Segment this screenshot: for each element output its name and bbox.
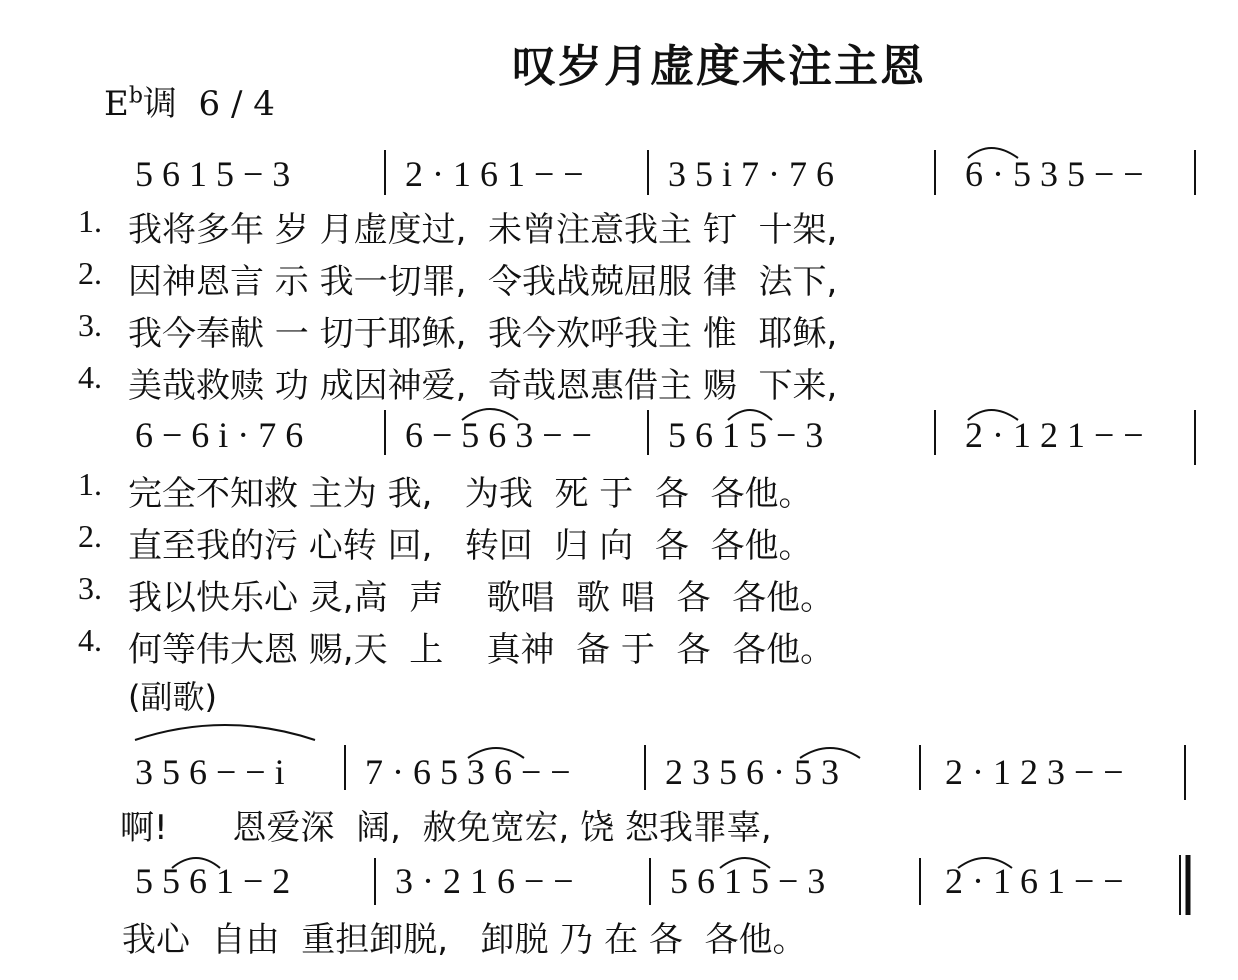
lyric-line: 何等伟大恩 赐,天 上 真神 备 于 各 各他。	[128, 630, 835, 670]
staff3-measure1: 3 5 6 − − i	[135, 752, 285, 792]
staff1-measure3: 3 5 i 7 · 7 6	[668, 154, 834, 194]
lyric-line: 完全不知救 主为 我, 为我 死 于 各 各他。	[128, 474, 813, 514]
verse-number: 1.	[78, 466, 102, 502]
staff2-measure3: 5 6 1 5 − 3	[668, 415, 824, 455]
staff4-measure2: 3 · 2 1 6 − −	[395, 861, 574, 901]
verse-number: 2.	[78, 255, 102, 291]
song-title: 叹岁月虚度未注主恩	[512, 41, 926, 92]
lyric-line: 啊! 恩爱深 阔, 赦免宽宏, 饶 恕我罪辜,	[120, 808, 772, 848]
staff2-measure1: 6 − 6 i · 7 6	[135, 415, 304, 455]
verse-number: 1.	[78, 203, 102, 239]
key-suffix: 调	[142, 84, 177, 124]
time-signature: 6 / 4	[198, 84, 275, 124]
staff1-measure4: 6 · 5 3 5 − −	[965, 154, 1144, 194]
lyric-line: 我以快乐心 灵,高 声 歌唱 歌 唱 各 各他。	[128, 578, 835, 618]
staff3-measure4: 2 · 1 2 3 − −	[945, 752, 1124, 792]
staff1-measure2: 2 · 1 6 1 − −	[405, 154, 584, 194]
lyric-line: 美哉救赎 功 成因神爱, 奇哉恩惠借主 赐 下来,	[128, 366, 838, 406]
staff4-measure3: 5 6 1 5 − 3	[670, 861, 826, 901]
slur	[135, 725, 315, 740]
lyric-line: 直至我的污 心转 回, 转回 归 向 各 各他。	[128, 526, 813, 566]
staff3-measure3: 2 3 5 6 · 5 3	[665, 752, 839, 792]
lyric-line: 我将多年 岁 月虚度过, 未曾注意我主 钉 十架,	[128, 210, 838, 250]
lyric-line: 我今奉献 一 切于耶稣, 我今欢呼我主 惟 耶稣,	[128, 314, 838, 354]
chorus-label: (副歌)	[128, 678, 217, 716]
staff2-measure4: 2 · 1 2 1 − −	[965, 415, 1144, 455]
verse-number: 2.	[78, 518, 102, 554]
key-flat: b	[128, 83, 143, 109]
verse-number: 4.	[78, 359, 102, 395]
staff2-measure2: 6 − 5 6 3 − −	[405, 415, 592, 455]
verse-number: 3.	[78, 307, 102, 343]
staff1-measure1: 5 6 1 5 − 3	[135, 154, 291, 194]
lyric-line: 因神恩言 示 我一切罪, 令我战兢屈服 律 法下,	[128, 262, 838, 302]
staff4-measure4: 2 · 1 6 1 − −	[945, 861, 1124, 901]
key-letter: E	[104, 84, 129, 124]
verse-number: 3.	[78, 570, 102, 606]
staff3-measure2: 7 · 6 5 3 6 − −	[365, 752, 571, 792]
lyric-line: 我心 自由 重担卸脱, 卸脱 乃 在 各 各他。	[122, 920, 807, 960]
verse-number: 4.	[78, 622, 102, 658]
staff4-measure1: 5 5 6 1 − 2	[135, 861, 291, 901]
